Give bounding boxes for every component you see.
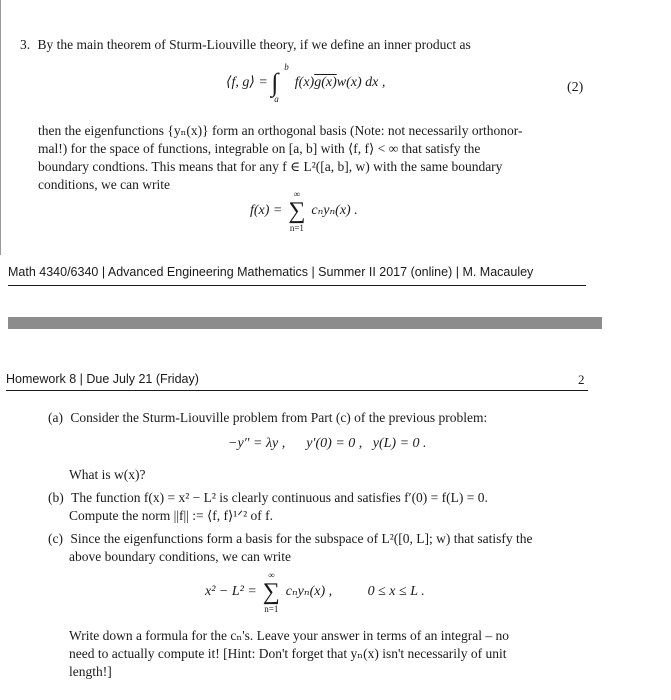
part-c-line-5: length!] xyxy=(69,664,112,679)
integral-sign: ∫ b a xyxy=(271,62,289,104)
equation-number: (2) xyxy=(567,80,584,95)
part-c-expansion-rhs: cₙyₙ(x) , xyxy=(285,584,333,600)
part-c xyxy=(48,530,658,566)
problem-3-body xyxy=(38,122,658,194)
problem-intro-text: By the main theorem of Sturm-Liouville theory, if we define an inner product as xyxy=(37,37,471,52)
summation-sign: ∑ ∞ n=1 xyxy=(286,199,308,223)
sum-lower-limit: n=1 xyxy=(289,223,304,233)
integrand-rest: w(x) dx , xyxy=(336,75,386,91)
problem-number: 3. xyxy=(20,37,31,52)
integrand-g-conjugate: g(x) xyxy=(314,75,337,91)
part-c-expansion xyxy=(205,570,425,614)
part-c-label: (c) xyxy=(48,531,63,546)
body-line-3: boundary condtions. This means that for any f ∈ L²([a, b], w) with the same boundary xyxy=(38,159,503,174)
part-b-label: (b) xyxy=(48,490,64,505)
sum-upper-limit: ∞ xyxy=(293,189,301,199)
part-c-expansion-lhs: x² − L² = xyxy=(205,584,257,600)
page-edge-line xyxy=(0,0,1,255)
part-c-sum-upper: ∞ xyxy=(268,570,275,580)
expansion-rhs: cₙyₙ(x) . xyxy=(311,203,358,219)
part-c-line-3: Write down a formula for the cₙ's. Leave your answer in terms of an integral – no xyxy=(69,628,509,643)
body-line-2: mal!) for the space of functions, integrable on [a, b] with ⟨f, f⟩ < ∞ that satisfy the xyxy=(38,141,481,156)
body-line-1: then the eigenfunctions {yₙ(x)} form an orthogonal basis (Note: not necessarily orthonor- xyxy=(38,123,523,138)
course-header: Math 4340/6340 | Advanced Engineering Mathematics | Summer II 2017 (online) | M. Macauley xyxy=(8,265,534,279)
problem-3-intro xyxy=(20,36,650,54)
inner-product-equation xyxy=(226,62,386,104)
integral-upper-limit: b xyxy=(284,62,289,72)
part-a xyxy=(48,409,648,427)
body-line-4: conditions, we can write xyxy=(38,177,170,192)
page-number: 2 xyxy=(578,372,585,387)
part-c-line-4: need to actually compute it! [Hint: Don't forget that yₙ(x) isn't necessarily of unit xyxy=(69,646,507,661)
part-c-line-2: above boundary conditions, we can write xyxy=(69,549,291,564)
part-c-instructions xyxy=(69,627,659,681)
expansion-lhs: f(x) = xyxy=(250,203,283,219)
homework-header-rule xyxy=(6,390,588,391)
part-a-question: What is w(x)? xyxy=(69,467,146,482)
gray-separator-band xyxy=(8,317,602,329)
homework-header-title: Homework 8 | Due July 21 (Friday) xyxy=(6,372,199,386)
part-b-line-1: The function f(x) = x² − L² is clearly continuous and satisfies f′(0) = f(L) = 0. xyxy=(71,490,488,505)
integral-lower-limit: a xyxy=(274,94,279,104)
part-a-label: (a) xyxy=(48,410,63,425)
part-b xyxy=(48,489,658,525)
part-a-text: Consider the Sturm-Liouville problem from Part (c) of the previous problem: xyxy=(70,410,488,425)
part-c-range: 0 ≤ x ≤ L . xyxy=(367,584,425,600)
part-c-line-1: Since the eigenfunctions form a basis for the subspace of L²([0, L]; w) that satisfy the xyxy=(70,531,533,546)
integrand-f: f(x) xyxy=(294,75,315,91)
part-a-equation: −y″ = λy , y′(0) = 0 , y(L) = 0 . xyxy=(228,436,427,451)
expansion-equation xyxy=(250,189,358,233)
part-b-line-2: Compute the norm ||f|| := ⟨f, f⟩¹ᐟ² of f. xyxy=(69,508,273,523)
part-c-sum-lower: n=1 xyxy=(264,604,279,614)
inner-product-lhs: ⟨f, g⟩ = xyxy=(226,75,268,91)
course-header-rule xyxy=(8,285,586,286)
part-c-summation-sign: ∑ ∞ n=1 xyxy=(260,580,282,604)
